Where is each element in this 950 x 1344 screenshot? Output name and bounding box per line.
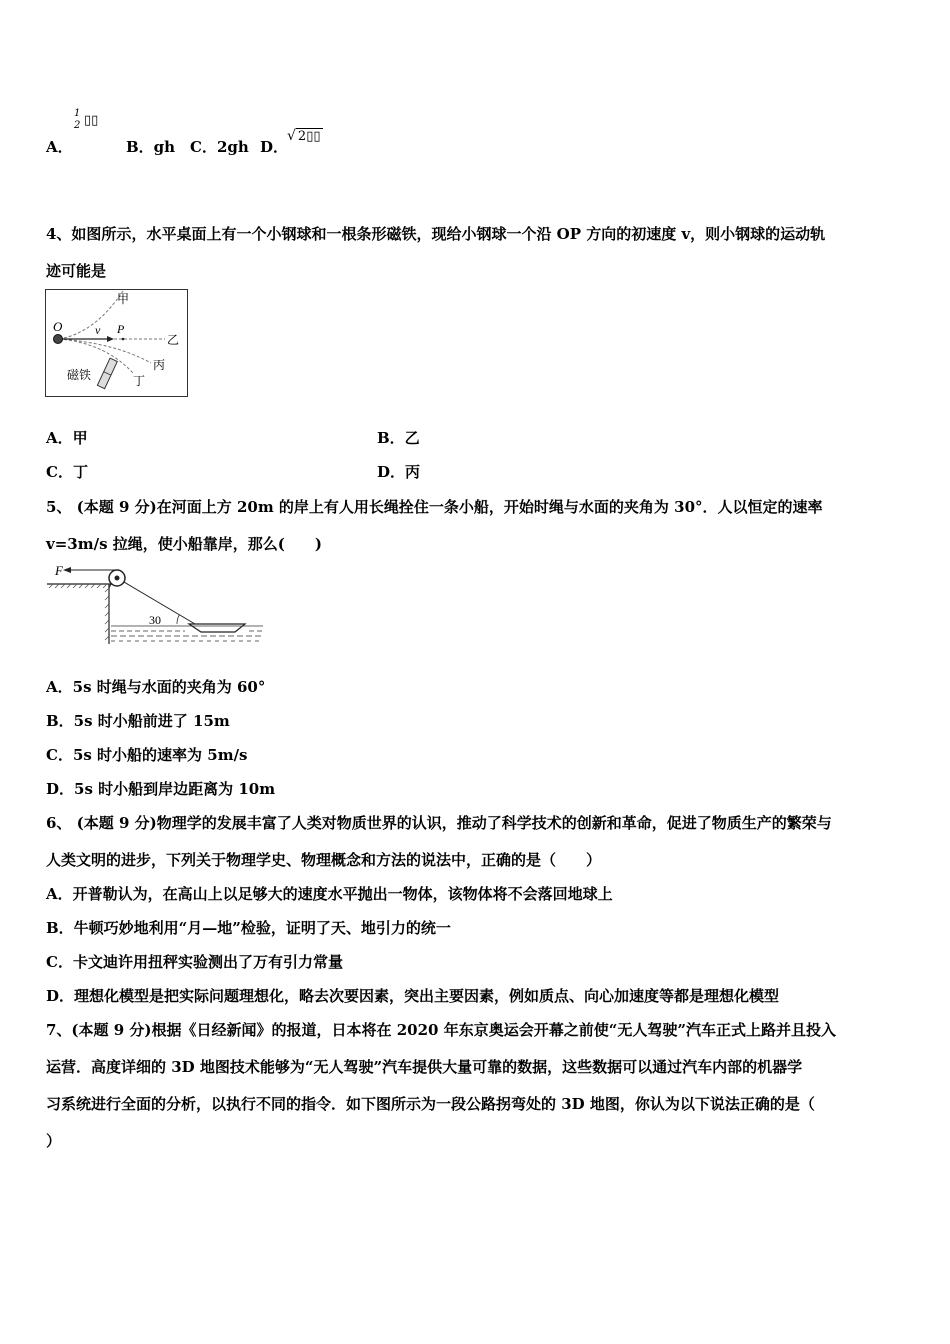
- q7-stem-line4: ）: [46, 1132, 62, 1150]
- label-P: P: [117, 322, 125, 336]
- q3-option-c: C．2gh: [190, 138, 249, 156]
- q4-option-a: A．甲: [46, 429, 88, 447]
- label-bing: 丙: [153, 358, 166, 372]
- label-angle-30: 30: [149, 613, 161, 627]
- q3-option-a: [46, 136, 73, 157]
- q6-stem-line2: 人类文明的进步，下列关于物理学史、物理概念和方法的说法中，正确的是（ ）: [46, 851, 602, 869]
- label-O: O: [53, 319, 63, 334]
- q5-option-c: C．5s 时小船的速率为 5m/s: [46, 746, 248, 764]
- q3-option-d-formula: [287, 126, 323, 144]
- q5-option-d: D．5s 时小船到岸边距离为 10m: [46, 780, 276, 798]
- q3-option-d-label: D．: [260, 138, 289, 156]
- label-magnet: 磁铁: [67, 368, 92, 382]
- q5-figure: [45, 562, 265, 646]
- q3-frac-den: 2: [74, 120, 81, 131]
- boat-icon: [189, 624, 245, 632]
- q7-stem-line2: 运营．高度详细的 3D 地图技术能够为“无人驾驶”汽车提供大量可靠的数据，这些数据可以通过汽车内部的机器学: [46, 1058, 803, 1076]
- q4-figure: [45, 289, 189, 399]
- q6-option-d: D．理想化模型是把实际问题理想化，略去次要因素，突出主要因素，例如质点、向心加速度等都是理想化模型: [46, 987, 780, 1005]
- steel-ball-icon: [54, 335, 63, 344]
- label-jia: 甲: [117, 292, 130, 306]
- q7-stem-line3: 习系统进行全面的分析，以执行不同的指令．如下图所示为一段公路拐弯处的 3D 地图，你认为以下说法正确的是（: [46, 1095, 815, 1113]
- q3-option-a-tail: ▯▯: [84, 113, 99, 128]
- q4-option-c: C．丁: [46, 463, 88, 481]
- label-v: v: [95, 323, 101, 337]
- force-arrow-icon: [63, 567, 71, 573]
- q4-stem-line1: 4、如图所示，水平桌面上有一个小钢球和一根条形磁铁，现给小钢球一个沿 OP 方向的初速度 v，则小钢球的运动轨: [46, 225, 826, 243]
- q6-stem-line1: 6、 (本题 9 分)物理学的发展丰富了人类对物质世界的认识，推动了科学技术的创新和革命，促进了物质生产的繁荣与: [46, 814, 832, 832]
- q3-option-d-radicand: 2▯▯: [297, 129, 321, 144]
- q4-option-d: D．丙: [377, 463, 421, 481]
- q5-option-a: A．5s 时绳与水面的夹角为 60°: [46, 678, 266, 696]
- q5-stem-line1: 5、 (本题 9 分)在河面上方 20m 的岸上有人用长绳拴住一条小船，开始时绳与水面的夹角为 30°．人以恒定的速率: [46, 498, 823, 516]
- q3-option-a-label: A．: [46, 138, 73, 156]
- q5-option-b: B．5s 时小船前进了 15m: [46, 712, 230, 730]
- q5-stem-line2: v=3m/s 拉绳，使小船靠岸，那么( ): [46, 535, 322, 553]
- q4-stem-line2: 迹可能是: [46, 262, 107, 280]
- label-yi: 乙: [167, 333, 180, 347]
- q7-stem-line1: 7、(本题 9 分)根据《日经新闻》的报道，日本将在 2020 年东京奥运会开幕之前使“无人驾驶”汽车正式上路并且投入: [46, 1021, 836, 1039]
- q4-option-b: B．乙: [377, 429, 420, 447]
- q6-option-a: A．开普勒认为，在高山上以足够大的速度水平抛出一物体，该物体将不会落回地球上: [46, 885, 613, 903]
- sqrt-sign-icon: √: [287, 128, 296, 144]
- q6-option-c: C．卡文迪许用扭秤实验测出了万有引力常量: [46, 953, 343, 971]
- q3-frac-num: 1: [74, 108, 81, 119]
- q3-option-b: B．gh: [126, 138, 176, 156]
- q6-option-b: B．牛顿巧妙地利用“月—地”检验，证明了天、地引力的统一: [46, 919, 451, 937]
- label-ding: 丁: [133, 374, 146, 388]
- label-F: F: [55, 563, 63, 578]
- q3-option-a-formula: [74, 108, 80, 132]
